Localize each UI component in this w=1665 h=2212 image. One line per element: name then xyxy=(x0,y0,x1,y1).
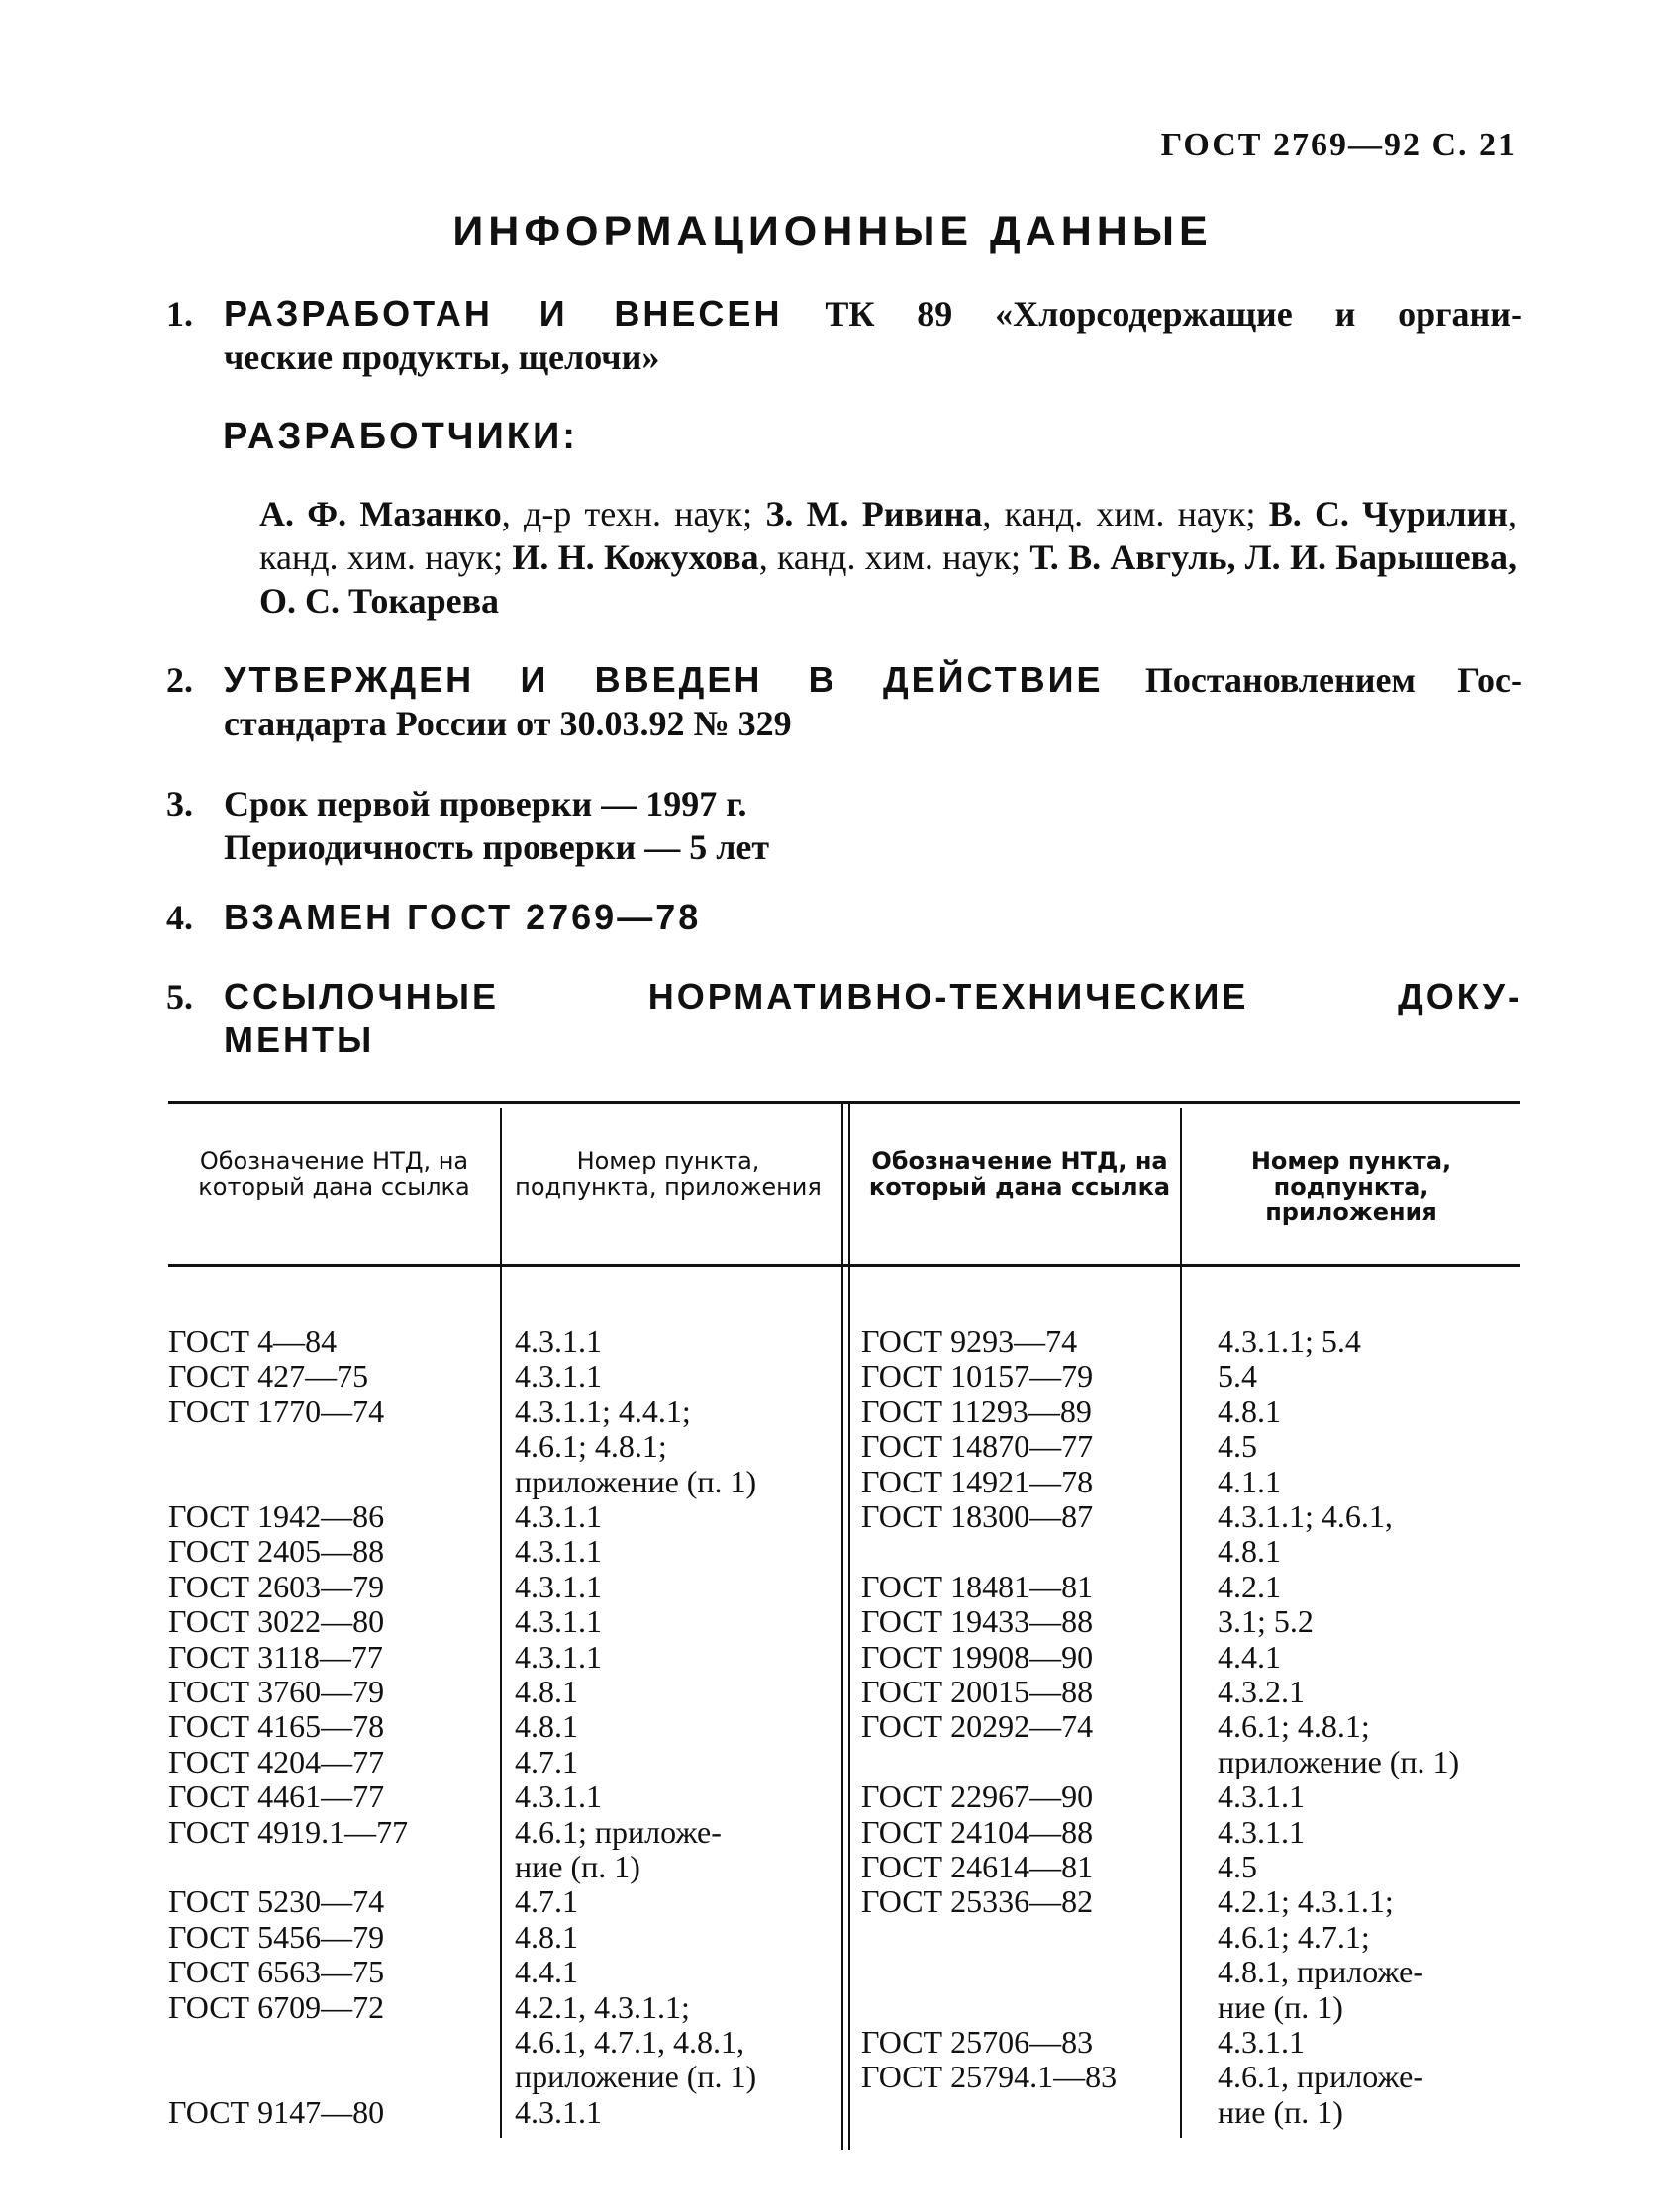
clause-reference: 4.6.1; 4.8.1; xyxy=(515,1428,667,1465)
clause-reference: 4.5 xyxy=(1218,1428,1257,1465)
developer-degree: , канд. хим. наук; xyxy=(259,494,1518,577)
gost-designation: ГОСТ 19908—90 xyxy=(861,1638,1094,1675)
gost-designation: ГОСТ 9293—74 xyxy=(861,1323,1078,1359)
clause-reference: 4.4.1 xyxy=(1218,1638,1281,1675)
clause-reference: 4.3.1.1 xyxy=(1218,2024,1305,2060)
clause-reference: 4.8.1 xyxy=(515,1918,578,1955)
clause-reference: 4.3.1.1; 4.6.1, xyxy=(1218,1498,1393,1534)
clause-reference: 4.6.1; приложе- xyxy=(515,1813,722,1850)
table-top-rule xyxy=(168,1101,1520,1104)
section-2 xyxy=(166,658,1522,745)
clause-reference: 4.3.1.1 xyxy=(515,1779,602,1815)
gost-designation: ГОСТ 18300—87 xyxy=(861,1498,1094,1534)
clause-reference: 4.6.1, 4.7.1, 4.8.1, xyxy=(515,2024,744,2060)
clause-reference: 4.3.1.1 xyxy=(515,1358,602,1395)
clause-reference: 4.8.1 xyxy=(1218,1393,1281,1429)
section-5 xyxy=(166,975,1522,1062)
clause-reference: 4.8.1 xyxy=(1218,1533,1281,1570)
table-double-divider xyxy=(848,1101,850,2150)
developer-degree: , канд. хим. наук; xyxy=(758,537,1030,577)
clause-reference: приложение (п. 1) xyxy=(1218,1743,1460,1779)
clause-reference: 3.1; 5.2 xyxy=(1218,1603,1314,1640)
section-1-text: ТК 89 «Хлорсодержащие и органи- xyxy=(825,294,1523,334)
developer-name: В. С. Чурилин xyxy=(1268,494,1509,533)
gost-designation: ГОСТ 6709—72 xyxy=(168,1988,385,2025)
clause-reference: 4.5 xyxy=(1218,1849,1257,1884)
gost-designation: ГОСТ 3022—80 xyxy=(168,1603,385,1640)
section-1 xyxy=(166,292,1522,379)
developer-degree: , д-р техн. наук; xyxy=(501,494,766,533)
clause-reference: 4.3.1.1 xyxy=(515,1533,602,1570)
table-double-divider xyxy=(841,1101,843,2150)
gost-designation: ГОСТ 5456—79 xyxy=(168,1918,385,1955)
gost-designation: ГОСТ 10157—79 xyxy=(861,1358,1094,1395)
section-1-line-2: ческие продукты, щелочи» xyxy=(224,337,660,377)
developer-degree: , канд. хим. наук; xyxy=(982,494,1269,533)
gost-designation: ГОСТ 24104—88 xyxy=(861,1813,1094,1850)
clause-reference: ние (п. 1) xyxy=(1218,1988,1343,2025)
gost-designation: ГОСТ 20015—88 xyxy=(861,1674,1094,1709)
clause-reference: 4.3.2.1 xyxy=(1218,1674,1305,1709)
clause-reference: 4.3.1.1; 5.4 xyxy=(1218,1323,1361,1359)
table-header-ref-1: Номер пункта, подпункта, приложения xyxy=(515,1147,822,1201)
clause-reference: 4.2.1 xyxy=(1218,1568,1281,1604)
section-number: 3. xyxy=(166,784,193,823)
gost-designation: ГОСТ 4461—77 xyxy=(168,1779,385,1815)
clause-reference: 4.8.1, приложе- xyxy=(1218,1954,1423,1990)
gost-designation: ГОСТ 1942—86 xyxy=(168,1498,385,1534)
section-number: 5. xyxy=(166,977,193,1016)
clause-reference: 4.3.1.1 xyxy=(515,1323,602,1359)
gost-designation: ГОСТ 3760—79 xyxy=(168,1674,385,1709)
gost-designation: ГОСТ 25706—83 xyxy=(861,2024,1094,2060)
developers-heading: РАЗРАБОТЧИКИ: xyxy=(223,416,578,457)
gost-designation: ГОСТ 2603—79 xyxy=(168,1568,385,1604)
clause-reference: 4.6.1, приложе- xyxy=(1218,2059,1423,2095)
section-number: 1. xyxy=(166,294,193,334)
gost-designation: ГОСТ 20292—74 xyxy=(861,1708,1094,1745)
page-header: ГОСТ 2769—92 С. 21 xyxy=(1160,127,1517,163)
table-header-doc-1: Обозначение НТД, на который дана ссылка xyxy=(198,1147,470,1201)
section-3-line-1: Срок первой проверки — 1997 г. xyxy=(224,784,747,823)
section-5-line-2: МЕНТЫ xyxy=(224,1019,375,1060)
gost-designation: ГОСТ 4204—77 xyxy=(168,1743,385,1779)
clause-reference: 4.8.1 xyxy=(515,1674,578,1709)
table-header-rule xyxy=(168,1264,1520,1267)
table-column-divider xyxy=(1180,1108,1182,2138)
section-2-line-1 xyxy=(224,658,1522,702)
section-2-lead: УТВЕРЖДЕН И ВВЕДЕН В ДЕЙСТВИЕ xyxy=(224,659,1104,700)
clause-reference: 4.3.1.1 xyxy=(1218,1779,1305,1815)
gost-designation: ГОСТ 9147—80 xyxy=(168,2093,385,2130)
clause-reference: 4.8.1 xyxy=(515,1708,578,1745)
section-number: 2. xyxy=(166,660,193,700)
developer-name: З. М. Ривина xyxy=(765,494,983,533)
gost-designation: ГОСТ 4919.1—77 xyxy=(168,1813,409,1850)
clause-reference: 4.3.1.1 xyxy=(515,1568,602,1604)
clause-reference: ние (п. 1) xyxy=(515,1849,640,1884)
clause-reference: 4.4.1 xyxy=(515,1954,578,1990)
gost-designation: ГОСТ 14921—78 xyxy=(861,1463,1094,1499)
gost-designation: ГОСТ 427—75 xyxy=(168,1358,369,1395)
clause-reference: 4.6.1; 4.8.1; xyxy=(1218,1708,1370,1745)
gost-designation: ГОСТ 4165—78 xyxy=(168,1708,385,1745)
section-4-text: ВЗАМЕН ГОСТ 2769—78 xyxy=(224,897,702,937)
gost-designation: ГОСТ 19433—88 xyxy=(861,1603,1094,1640)
document-title: ИНФОРМАЦИОННЫЕ ДАННЫЕ xyxy=(452,208,1213,255)
section-2-text: Постановлением Гос- xyxy=(1103,660,1522,700)
table-header-doc-2: Обозначение НТД, на который дана ссылка xyxy=(868,1147,1171,1201)
clause-reference: 4.2.1; 4.3.1.1; xyxy=(1218,1883,1394,1920)
clause-reference: 4.3.1.1 xyxy=(515,1498,602,1534)
section-1-line-1 xyxy=(224,292,1522,336)
section-3-line-2: Периодичность проверки — 5 лет xyxy=(224,827,770,867)
clause-reference: ние (п. 1) xyxy=(1218,2093,1343,2130)
clause-reference: 4.3.1.1; 4.4.1; xyxy=(515,1393,691,1429)
gost-designation: ГОСТ 14870—77 xyxy=(861,1428,1094,1465)
gost-designation: ГОСТ 6563—75 xyxy=(168,1954,385,1990)
developers-list xyxy=(259,492,1517,623)
table-header-ref-2: Номер пункта, подпункта, приложения xyxy=(1250,1147,1452,1226)
developer-name: А. Ф. Мазанко xyxy=(259,494,502,533)
table-column-divider xyxy=(500,1108,502,2138)
section-3 xyxy=(166,782,1522,869)
gost-designation: ГОСТ 25794.1—83 xyxy=(861,2059,1118,2095)
gost-designation: ГОСТ 3118—77 xyxy=(168,1638,383,1675)
section-4 xyxy=(166,896,1522,939)
clause-reference: 4.3.1.1 xyxy=(1218,1813,1305,1850)
clause-reference: 4.3.1.1 xyxy=(515,1638,602,1675)
section-number: 4. xyxy=(166,898,193,937)
clause-reference: 4.1.1 xyxy=(1218,1463,1281,1499)
clause-reference: приложение (п. 1) xyxy=(515,1463,757,1499)
clause-reference: 4.3.1.1 xyxy=(515,2093,602,2130)
gost-designation: ГОСТ 1770—74 xyxy=(168,1393,385,1429)
gost-designation: ГОСТ 5230—74 xyxy=(168,1883,385,1920)
gost-designation: ГОСТ 2405—88 xyxy=(168,1533,385,1570)
gost-designation: ГОСТ 25336—82 xyxy=(861,1883,1094,1920)
clause-reference: 4.7.1 xyxy=(515,1743,578,1779)
clause-reference: 4.7.1 xyxy=(515,1883,578,1920)
gost-designation: ГОСТ 24614—81 xyxy=(861,1849,1094,1884)
clause-reference: 4.2.1, 4.3.1.1; xyxy=(515,1988,690,2025)
gost-designation: ГОСТ 11293—89 xyxy=(861,1393,1092,1429)
gost-designation: ГОСТ 22967—90 xyxy=(861,1779,1094,1815)
section-2-line-2: стандарта России от 30.03.92 № 329 xyxy=(224,704,792,743)
gost-designation: ГОСТ 4—84 xyxy=(168,1323,338,1359)
clause-reference: 5.4 xyxy=(1218,1358,1257,1395)
clause-reference: приложение (п. 1) xyxy=(515,2059,757,2095)
clause-reference: 4.6.1; 4.7.1; xyxy=(1218,1918,1370,1955)
gost-designation: ГОСТ 18481—81 xyxy=(861,1568,1094,1604)
section-1-lead: РАЗРАБОТАН И ВНЕСЕН xyxy=(224,293,783,334)
developer-name: И. Н. Кожухова xyxy=(512,537,759,577)
section-5-line-1: ССЫЛОЧНЫЕ НОРМАТИВНО-ТЕХНИЧЕСКИЕ ДОКУ- xyxy=(224,976,1522,1016)
developer-name: Т. В. Авгуль, Л. И. Барышева, О. С. Токарева xyxy=(259,537,1517,621)
clause-reference: 4.3.1.1 xyxy=(515,1603,602,1640)
